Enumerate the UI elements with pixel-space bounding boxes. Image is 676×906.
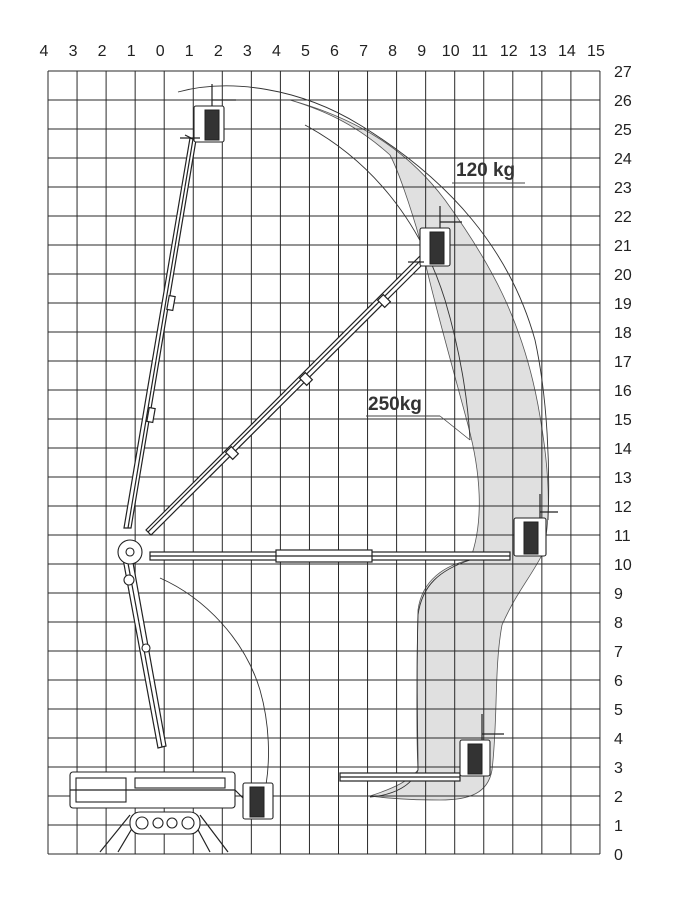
y-axis-tick-label: 5 [614,702,623,719]
y-axis-tick-label: 12 [614,499,632,516]
x-axis-tick-label: 7 [359,43,369,60]
y-axis-tick-label: 4 [614,731,623,748]
x-axis-tick-label: 5 [300,43,310,60]
boom-horizontal-position [150,550,510,562]
x-axis-tick-label: 9 [417,43,427,60]
y-axis-tick-label: 8 [614,615,623,632]
x-axis-tick-label: 3 [68,43,78,60]
x-axis-labels [40,43,605,60]
x-axis-tick-label: 1 [126,43,136,60]
x-axis-tick-label: 11 [471,43,489,60]
y-axis-tick-label: 24 [614,151,632,168]
x-axis-tick-label: 4 [39,43,49,60]
y-axis-tick-label: 6 [614,673,623,690]
y-axis-tick-label: 21 [614,238,632,255]
x-axis-tick-label: 12 [499,43,518,60]
x-axis-tick-label: 6 [330,43,339,60]
x-axis-tick-label: 1 [184,43,194,60]
y-axis-tick-label: 7 [614,644,623,661]
y-axis-tick-label: 17 [614,354,632,371]
load-label-120kg: 120 kg [456,160,516,181]
y-axis-tick-label: 9 [614,586,623,603]
y-axis-tick-label: 18 [614,325,632,342]
y-axis-tick-label: 22 [614,209,632,226]
x-axis-tick-label: 15 [587,43,605,60]
lower-reach-arc [160,578,268,785]
y-axis-tick-label: 15 [614,412,632,429]
x-axis-tick-label: 4 [271,43,281,60]
boom-ground-position [340,773,460,781]
y-axis-tick-label: 20 [614,267,632,284]
y-axis-tick-label: 1 [614,818,623,835]
x-axis-tick-label: 2 [97,43,107,60]
machine-base [70,772,273,852]
x-axis-tick-label: 10 [441,43,460,60]
boom-lower-position [121,546,166,748]
y-axis-labels [614,64,632,864]
y-axis-tick-label: 13 [614,470,632,487]
x-axis-tick-label: 3 [242,43,252,60]
y-axis-tick-label: 3 [614,760,623,777]
y-axis-tick-label: 0 [614,847,623,864]
x-axis-tick-label: 0 [155,43,165,60]
load-label-250kg: 250kg [368,394,422,415]
y-axis-tick-label: 11 [614,528,631,545]
y-axis-tick-label: 14 [614,441,632,458]
y-axis-tick-label: 23 [614,180,632,197]
y-axis-tick-label: 27 [614,64,632,81]
y-axis-tick-label: 16 [614,383,632,400]
y-axis-tick-label: 10 [614,557,632,574]
y-axis-tick-label: 25 [614,122,632,139]
turret-pivot [118,540,142,564]
x-axis-tick-label: 2 [213,43,223,60]
y-axis-tick-label: 2 [614,789,623,806]
y-axis-tick-label: 19 [614,296,632,313]
x-axis-tick-label: 14 [558,43,576,60]
y-axis-tick-label: 26 [614,93,632,110]
x-axis-tick-label: 8 [388,43,398,60]
x-axis-tick-label: 13 [528,43,547,60]
working-envelope-zone [290,100,548,800]
basket-top [180,84,236,142]
